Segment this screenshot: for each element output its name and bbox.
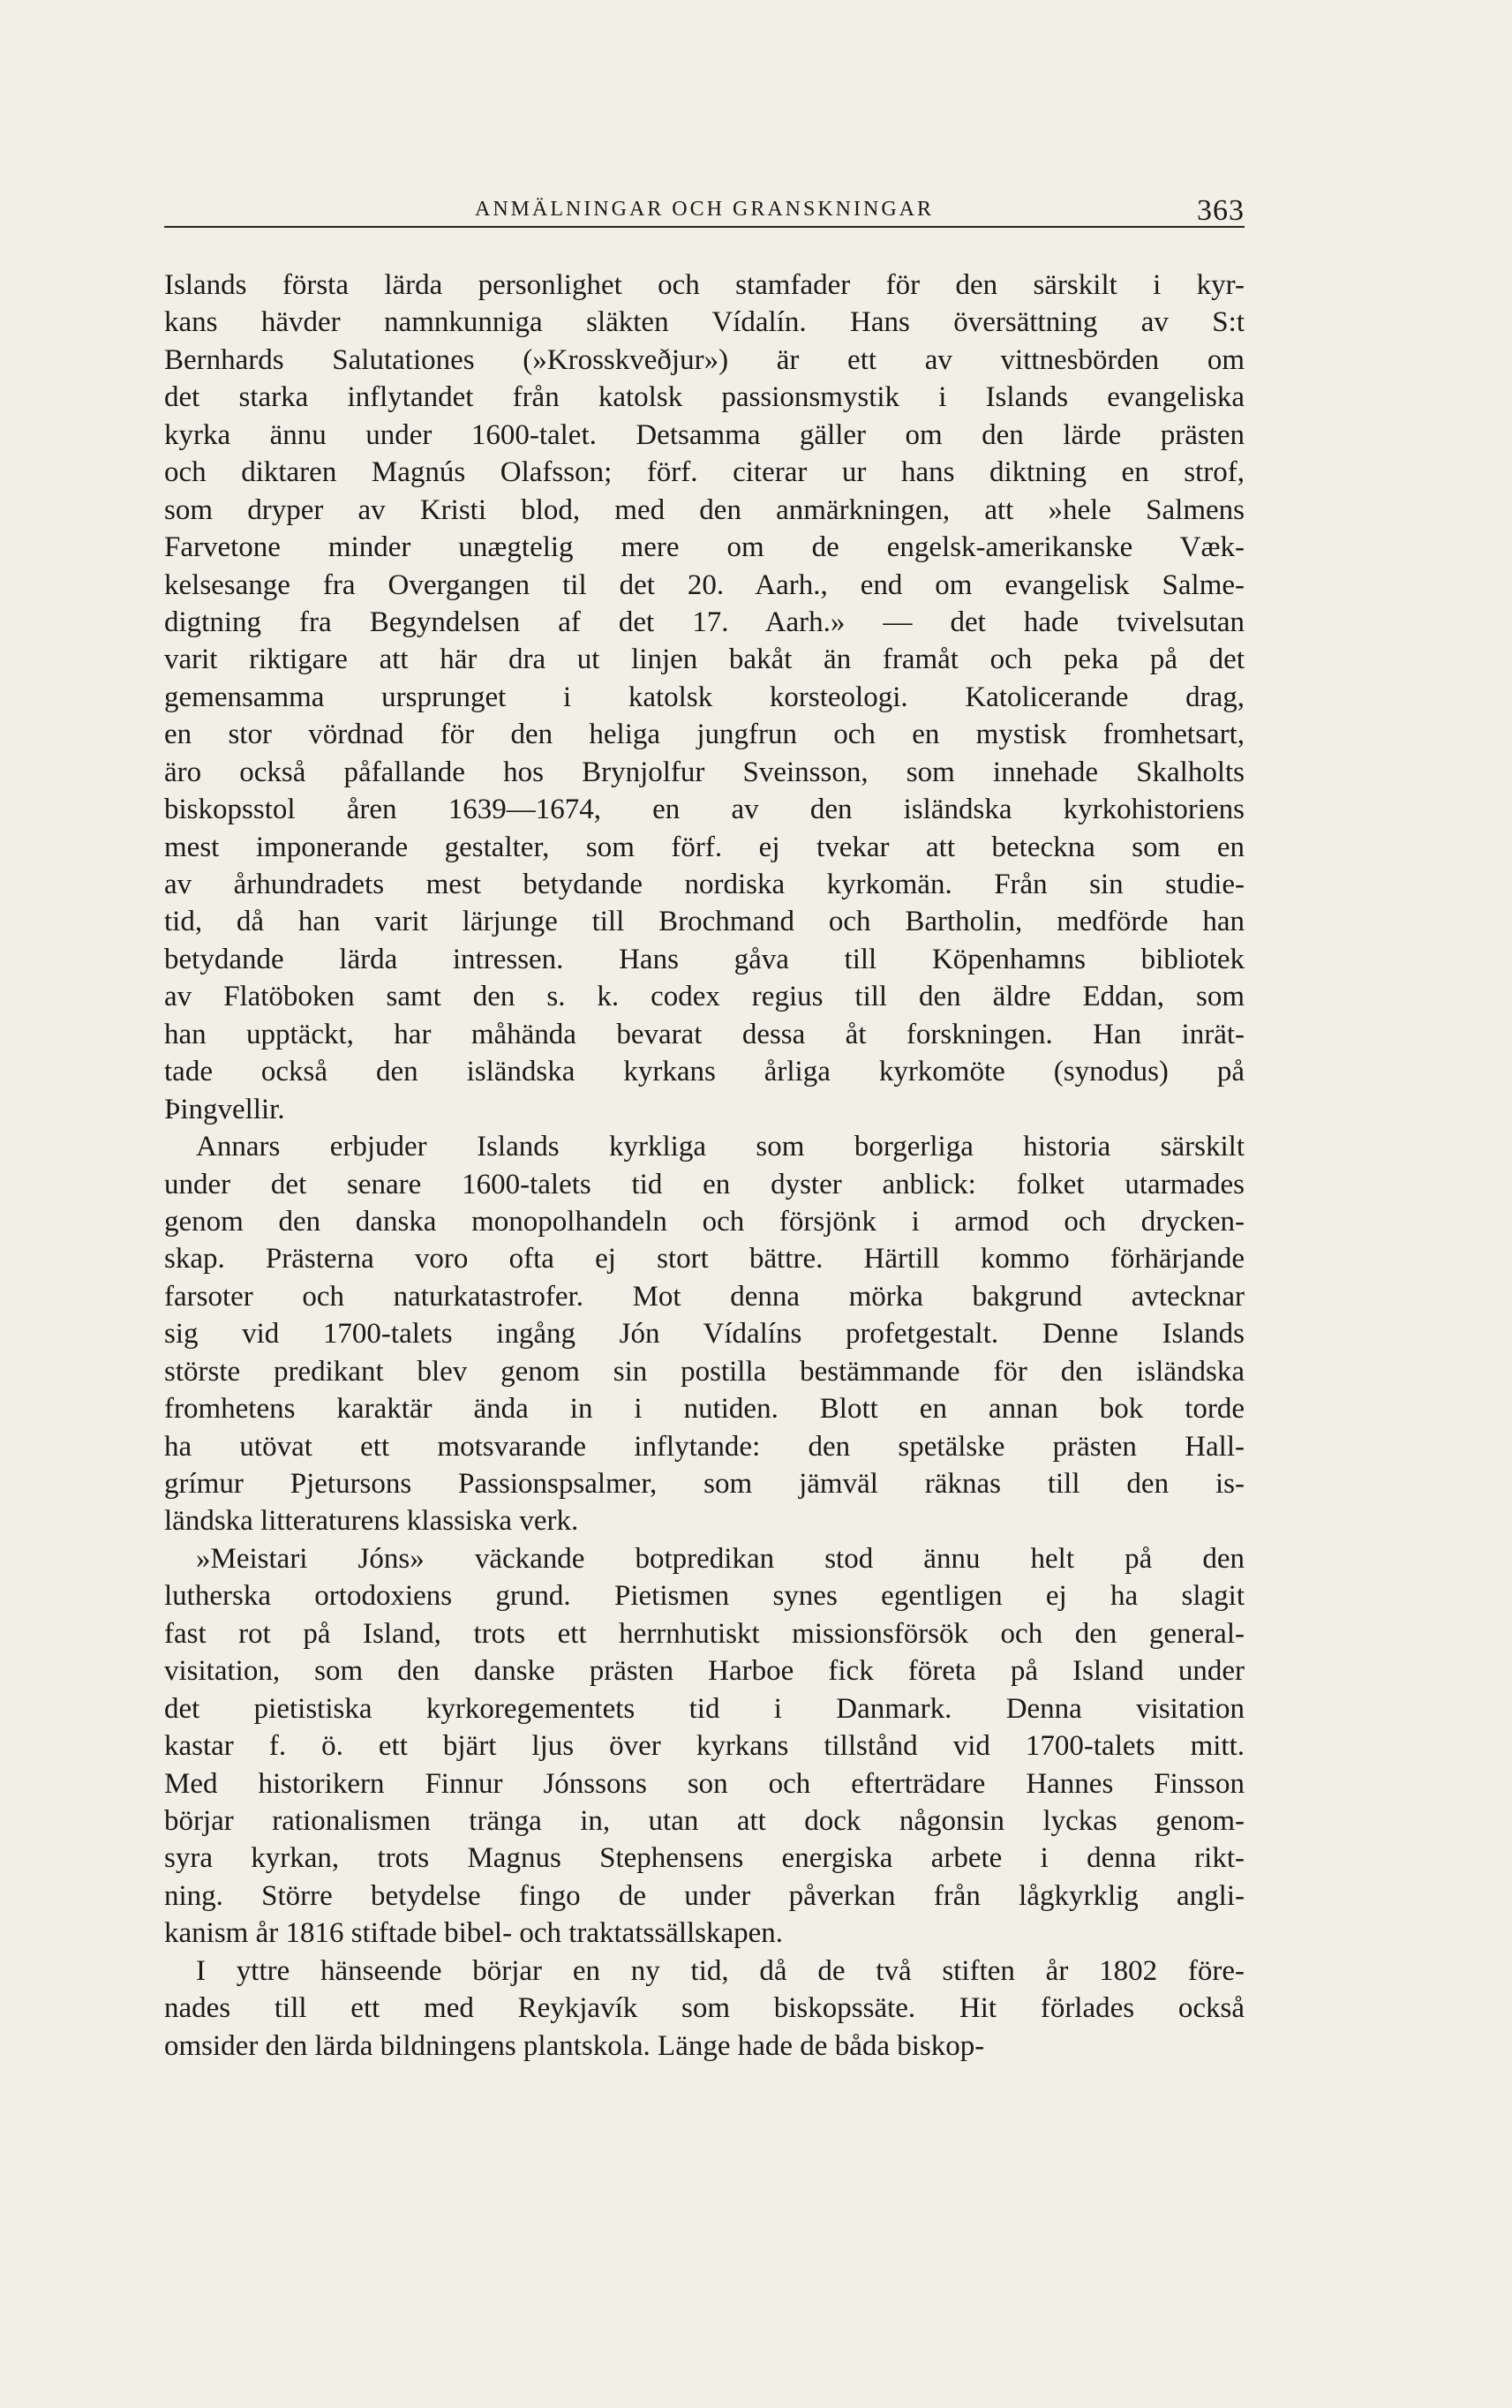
text-line: varit riktigare att här dra ut linjen bakåt än framåt och peka på det <box>164 643 1245 676</box>
text-line: kans hävder namnkunniga släkten Vídalín. Hans översättning av S:t <box>164 306 1245 339</box>
paragraph <box>164 267 1245 1128</box>
text-line: sig vid 1700-talets ingång Jón Vídalíns profetgestalt. Denne Islands <box>164 1318 1245 1351</box>
text-line: Farvetone minder unægtelig mere om de engelsk-amerikanske Væk- <box>164 531 1245 564</box>
page-number: 363 <box>1197 194 1245 227</box>
text-line: kanism år 1816 stiftade bibel- och traktatssällskapen. <box>164 1917 784 1950</box>
text-line: ländska litteraturens klassiska verk. <box>164 1505 579 1538</box>
text-line: av Flatöboken samt den s. k. codex regius till den äldre Eddan, som <box>164 981 1245 1013</box>
text-line: digtning fra Begyndelsen af det 17. Aarh.» — det hade tvivelsutan <box>164 606 1245 638</box>
text-line: störste predikant blev genom sin postilla bestämmande för den isländska <box>164 1355 1245 1388</box>
text-line: kelsesange fra Overgangen til det 20. Aarh., end om evangelisk Salme- <box>164 568 1245 601</box>
text-line: I yttre hänseende börjar en ny tid, då de två stiften år 1802 före- <box>196 1954 1245 1987</box>
text-line: fromhetens karaktär ända in i nutiden. Blott en annan bok torde <box>164 1393 1245 1426</box>
text-line: tid, då han varit lärjunge till Brochmand och Bartholin, medförde han <box>164 906 1245 938</box>
text-line: syra kyrkan, trots Magnus Stephensens energiska arbete i denna rikt- <box>164 1842 1245 1875</box>
text-line: Islands första lärda personlighet och stamfader för den särskilt i kyr- <box>164 269 1245 301</box>
text-line: Med historikern Finnur Jónssons son och efterträdare Hannes Finsson <box>164 1767 1245 1800</box>
paragraph <box>164 1540 1245 1953</box>
text-line: Annars erbjuder Islands kyrkliga som borgerliga historia särskilt <box>196 1131 1245 1163</box>
running-title: ANMÄLNINGAR OCH GRANSKNINGAR <box>474 198 934 221</box>
text-line: ha utövat ett motsvarande inflytande: den spetälske prästen Hall- <box>164 1430 1245 1463</box>
text-line: omsider den lärda bildningens plantskola. Länge hade de båda biskop- <box>164 2029 985 2062</box>
text-line: det starka inflytandet från katolsk passionsmystik i Islands evangeliska <box>164 381 1245 414</box>
text-line: gemensamma ursprunget i katolsk korsteologi. Katolicerande drag, <box>164 681 1245 713</box>
text-line: Þingvellir. <box>164 1093 285 1125</box>
text-line: betydande lärda intressen. Hans gåva till Köpenhamns bibliotek <box>164 943 1245 975</box>
text-line: lutherska ortodoxiens grund. Pietismen synes egentligen ej ha slagit <box>164 1580 1245 1613</box>
text-line: Bernhards Salutationes (»Krosskveðjur») är ett av vittnesbörden om <box>164 343 1245 376</box>
body-text <box>164 267 1245 2065</box>
text-line: nades till ett med Reykjavík som biskopssäte. Hit förlades också <box>164 1992 1245 2025</box>
paragraph <box>164 1953 1245 2065</box>
text-line: en stor vördnad för den heliga jungfrun och en mystisk fromhetsart, <box>164 719 1245 751</box>
text-line: kastar f. ö. ett bjärt ljus över kyrkans tillstånd vid 1700-talets mitt. <box>164 1730 1245 1763</box>
paragraph <box>164 1128 1245 1540</box>
page-header <box>164 189 1245 228</box>
text-line: »Meistari Jóns» väckande botpredikan stod ännu helt på den <box>196 1542 1245 1575</box>
text-line: visitation, som den danske prästen Harboe fick företa på Island under <box>164 1655 1245 1688</box>
text-line: och diktaren Magnús Olafsson; förf. citerar ur hans diktning en strof, <box>164 456 1245 489</box>
text-line: det pietistiska kyrkoregementets tid i Danmark. Denna visitation <box>164 1692 1245 1725</box>
text-line: ning. Större betydelse fingo de under påverkan från lågkyrklig angli- <box>164 1879 1245 1912</box>
text-line: han upptäckt, har måhända bevarat dessa åt forskningen. Han inrät- <box>164 1018 1245 1050</box>
text-line: som dryper av Kristi blod, med den anmärkningen, att »hele Salmens <box>164 493 1245 526</box>
text-line: biskopsstol åren 1639—1674, en av den isländska kyrkohistoriens <box>164 794 1245 826</box>
text-line: äro också påfallande hos Brynjolfur Sveinsson, som innehade Skalholts <box>164 756 1245 788</box>
text-line: genom den danska monopolhandeln och försjönk i armod och drycken- <box>164 1205 1245 1238</box>
text-line: farsoter och naturkatastrofer. Mot denna mörka bakgrund avtecknar <box>164 1280 1245 1313</box>
text-line: börjar rationalismen tränga in, utan att dock någonsin lyckas genom- <box>164 1804 1245 1837</box>
text-line: kyrka ännu under 1600-talet. Detsamma gäller om den lärde prästen <box>164 418 1245 451</box>
text-line: fast rot på Island, trots ett herrnhutiskt missionsförsök och den general- <box>164 1617 1245 1650</box>
text-line: under det senare 1600-talets tid en dyster anblick: folket utarmades <box>164 1168 1245 1200</box>
text-line: tade också den isländska kyrkans årliga kyrkomöte (synodus) på <box>164 1056 1245 1088</box>
text-line: av århundradets mest betydande nordiska kyrkomän. Från sin studie- <box>164 869 1245 900</box>
text-line: mest imponerande gestalter, som förf. ej tvekar att beteckna som en <box>164 831 1245 863</box>
text-line: grímur Pjetursons Passionspsalmer, som jämväl räknas till den is- <box>164 1468 1245 1500</box>
text-line: skap. Prästerna voro ofta ej stort bättre. Härtill kommo förhärjande <box>164 1243 1245 1275</box>
